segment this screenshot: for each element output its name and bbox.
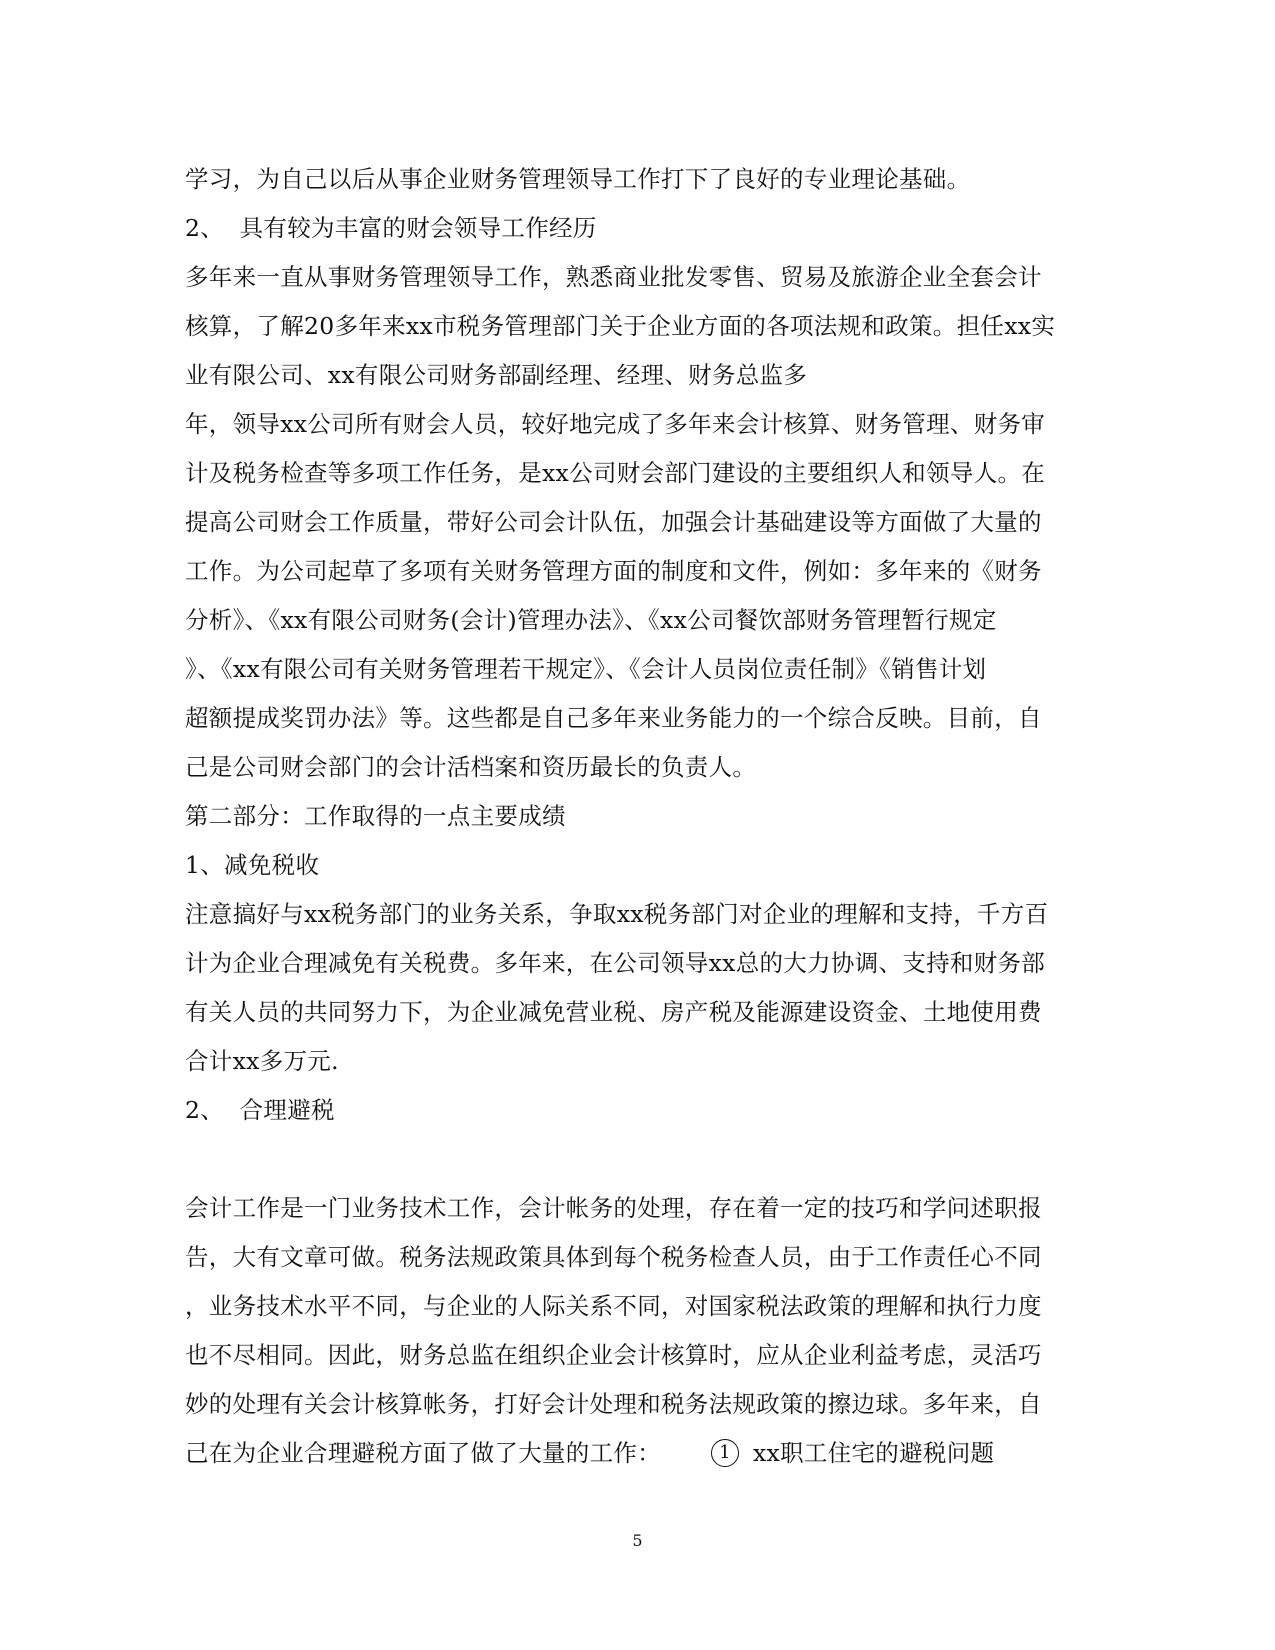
text-line: 也不尽相同。因此，财务总监在组织企业会计核算时，应从企业利益考虑，灵活巧: [185, 1341, 1042, 1369]
text-line: 合计xx多万元.: [185, 1047, 339, 1075]
document-body: [185, 155, 1090, 1478]
text-line: 己是公司财会部门的会计活档案和资历最长的负责人。: [185, 753, 757, 781]
text-line: 多年来一直从事财务管理领导工作，熟悉商业批发零售、贸易及旅游企业全套会计: [185, 263, 1042, 291]
section-heading: 1、减免税收: [185, 851, 320, 879]
text-line: 核算，了解20多年来xx市税务管理部门关于企业方面的各项法规和政策。担任xx实: [185, 312, 1056, 340]
text-line: 超额提成奖罚办法》等。这些都是自己多年来业务能力的一个综合反映。目前，自: [185, 704, 1042, 732]
text-line: 业有限公司、xx有限公司财务部副经理、经理、财务总监多: [185, 361, 808, 389]
last-line-text: 己在为企业合理避税方面了做了大量的工作：: [185, 1439, 661, 1467]
text-line: 会计工作是一门业务技术工作，会计帐务的处理，存在着一定的技巧和学问述职报: [185, 1194, 1042, 1222]
section-heading: 2、 合理避税: [185, 1096, 335, 1124]
text-line: 有关人员的共同努力下，为企业减免营业税、房产税及能源建设资金、土地使用费: [185, 998, 1042, 1026]
text-line: 计为企业合理减免有关税费。多年来，在公司领导xx总的大力协调、支持和财务部: [185, 949, 1046, 977]
text-line: 年，领导xx公司所有财会人员，较好地完成了多年来会计核算、财务管理、财务审: [185, 410, 1046, 438]
page-number: 5: [632, 1531, 643, 1550]
circled-number-marker: 1: [711, 1439, 739, 1467]
part-heading: 第二部分：工作取得的一点主要成绩: [185, 802, 566, 830]
text-line: 分析》、《xx有限公司财务(会计)管理办法》、《xx公司餐饮部财务管理暂行规定: [185, 606, 997, 634]
text-line: 计及税务检查等多项工作任务，是xx公司财会部门建设的主要组织人和领导人。在: [185, 459, 1046, 487]
text-line: 工作。为公司起草了多项有关财务管理方面的制度和文件，例如：多年来的《财务: [185, 557, 1042, 585]
item-text: xx职工住宅的避税问题: [753, 1439, 995, 1467]
text-line: ，业务技术水平不同，与企业的人际关系不同，对国家税法政策的理解和执行力度: [185, 1292, 1042, 1320]
text-line: 学习，为自己以后从事企业财务管理领导工作打下了良好的专业理论基础。: [185, 165, 971, 193]
text-line: 告，大有文章可做。税务法规政策具体到每个税务检查人员，由于工作责任心不同: [185, 1243, 1042, 1271]
section-heading: 2、 具有较为丰富的财会领导工作经历: [185, 214, 597, 242]
text-line: 》、《xx有限公司有关财务管理若干规定》、《会计人员岗位责任制》《销售计划: [185, 655, 987, 683]
text-line: [185, 1429, 1090, 1478]
paragraph-gap: [185, 1135, 1090, 1184]
text-line: 注意搞好与xx税务部门的业务关系，争取xx税务部门对企业的理解和支持，千方百: [185, 900, 1049, 928]
text-line: 妙的处理有关会计核算帐务，打好会计处理和税务法规政策的擦边球。多年来，自: [185, 1390, 1042, 1418]
text-line: 提高公司财会工作质量，带好公司会计队伍，加强会计基础建设等方面做了大量的: [185, 508, 1042, 536]
